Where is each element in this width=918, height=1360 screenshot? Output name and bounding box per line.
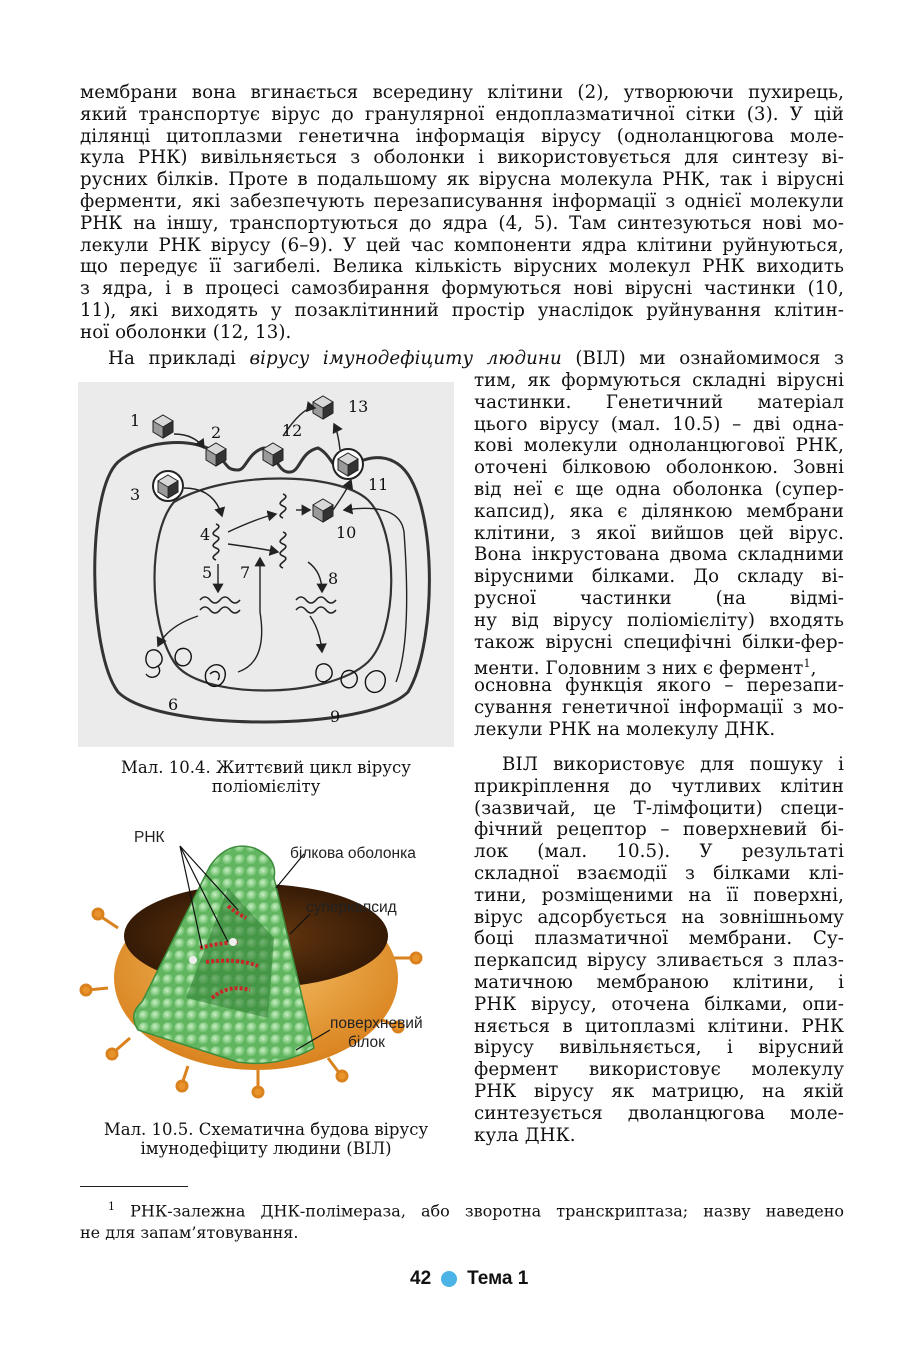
figure-poliovirus-life-cycle [78, 382, 454, 747]
enzyme-dot [229, 938, 237, 946]
text-line: русної частинки (на відмі- [474, 587, 844, 609]
footnote-divider [80, 1186, 188, 1187]
text-line [474, 653, 844, 680]
text-line: вірусними білками. До складу ві- [474, 566, 844, 588]
footnote [80, 1196, 844, 1244]
text-line: кові молекули одноланцюгової РНК, [474, 435, 844, 457]
text-line: ділянці цитоплазми генетична інформація вірусу (одноланцюгова моле- [80, 125, 844, 147]
body-paragraph-vil-intro [80, 348, 844, 370]
text-line: ферменти, які забезпечують перезаписування інформації з однієї молекули [80, 190, 844, 212]
text-line: мембрани вона вгинається всередину клітини (2), утворюючи пухирець, [80, 82, 844, 103]
text-line: фічний рецептор – поверхневий бі- [474, 819, 844, 841]
step-number: 6 [168, 695, 179, 714]
text-line: РНК вірусу, оточена білками, опи- [474, 993, 844, 1015]
text-line: 11), які виходять у позаклітинний простір унаслідок руйнування клітин- [80, 299, 844, 321]
step-number: 12 [282, 421, 303, 440]
life-cycle-diagram [78, 382, 454, 747]
text-line: також вірусні специфічні білки-фер- [474, 631, 844, 653]
text-line [80, 348, 844, 370]
text-line: ної оболонки (12, 13). [80, 321, 292, 343]
step-number: 7 [240, 563, 251, 582]
text-line: боці плазматичної мембрани. Су- [474, 928, 844, 950]
label-supercapsid: суперкапсид [306, 899, 397, 916]
label-rna: РНК [134, 829, 165, 846]
label-protein-coat: білкова оболонка [290, 845, 416, 862]
text-line: основна функція якого – перезапи- [474, 675, 844, 697]
enzyme-dot [189, 956, 197, 964]
figure-hiv-structure [78, 818, 454, 1108]
text-line: тини, розміщеними на її поверхні, [474, 884, 844, 906]
step-number: 10 [336, 523, 357, 542]
text-line: тим, як формуються складні вірусні [474, 370, 844, 391]
text-line: Вона інкрустована двома складними [474, 544, 844, 566]
text-line: фермент використовує молекулу [474, 1059, 844, 1081]
text-line: (зазвичай, це Т-лімфоцити) специ- [474, 797, 844, 819]
caption-line: Мал. 10.5. Схематична будова вірусу [103, 1120, 429, 1139]
text-line: який транспортує вірус до гранулярної ендоплазматичної сітки (3). У цій [80, 103, 844, 125]
text-line: оточені білковою оболонкою. Зовні [474, 457, 844, 479]
text-line: ВІЛ використовує для пошуку і [502, 754, 844, 775]
page-number: 42 [410, 1268, 432, 1289]
text-line: цього вірусу (мал. 10.5) – дві одна- [474, 413, 844, 435]
italic-term: вірусу імунодефіциту людини [249, 348, 562, 369]
step-number: 4 [200, 525, 211, 544]
figure-caption-1 [78, 758, 454, 796]
caption-line: поліомієліту [211, 777, 321, 796]
text-line: з ядра, і в процесі самозбирання формуються нові вірусні частинки (10, [80, 278, 844, 300]
text-line: частинки. Генетичний матеріал [474, 391, 844, 413]
text-line: няється в цитоплазмі клітини. РНК [474, 1015, 844, 1037]
footnote-text: РНК-залежна ДНК-полімераза, або зворотна транскриптаза; назву наведено [130, 1201, 845, 1221]
text-line: вірусу вивільняється, і вірусний [474, 1037, 844, 1059]
footnote-reference[interactable]: 1 [803, 657, 811, 671]
caption-line: Мал. 10.4. Життєвий цикл вірусу [121, 758, 411, 777]
bullet-dot-icon [441, 1271, 457, 1287]
step-number: 2 [211, 423, 222, 442]
page-footer [410, 1268, 528, 1290]
step-number: 5 [202, 563, 213, 582]
text-line: синтезується дволанцюгова моле- [474, 1102, 844, 1124]
label-surface-protein: білок [348, 1034, 385, 1051]
text-line: русних білків. Проте в подальшому як вірусна молекула РНК, так і вірусні [80, 169, 844, 191]
label-surface-protein: поверхневий [330, 1015, 423, 1032]
text-line: кула РНК) вивільняється з оболонки і використовується для синтезу ві- [80, 147, 844, 169]
section-label: Тема 1 [467, 1268, 529, 1289]
text-line: від неї є ще одна оболонка (супер- [474, 478, 844, 500]
text-line: кула ДНК. [474, 1124, 576, 1146]
text-fragment: менти. Головним з них є фермент [474, 658, 804, 680]
step-number: 9 [330, 707, 341, 726]
text-fragment: На прикладі [108, 348, 250, 369]
text-line: складної взаємодії з білками клі- [474, 862, 844, 884]
text-line: що передує її загибелі. Велика кількість вірусних молекул РНК виходить [80, 256, 844, 278]
text-line: РНК вірусу як матрицю, на якій [474, 1080, 844, 1102]
text-line: капсид), яка є ділянкою мембрани [474, 500, 844, 522]
text-line: прикріплення до чутливих клітин [474, 775, 844, 797]
caption-line: імунодефіциту людини (ВІЛ) [140, 1139, 392, 1158]
text-line: вірус адсорбується на зовнішньому [474, 906, 844, 928]
text-line: лекули РНК на молекулу ДНК. [474, 718, 776, 740]
text-fragment: (ВІЛ) ми ознайомимося з [561, 348, 844, 369]
step-number: 13 [348, 397, 369, 416]
figure-background [78, 382, 454, 747]
footnote-line: не для запам’ятовування. [80, 1223, 299, 1243]
text-line: РНК на іншу, транспортуються до ядра (4, 5). Там синтезуються нові мо- [80, 212, 844, 234]
text-line: лок (мал. 10.5). У результаті [474, 841, 844, 863]
text-line: перкапсид вірусу зливається з плаз- [474, 950, 844, 972]
footnote-mark: 1 [108, 1200, 115, 1213]
text-line: лекули РНК вірусу (6–9). У цей час компоненти ядра клітини руйнуються, [80, 234, 844, 256]
text-line: матичною мембраною клітини, і [474, 971, 844, 993]
text-fragment: , [810, 658, 817, 680]
step-number: 8 [328, 569, 339, 588]
step-number: 1 [130, 411, 141, 430]
figure-caption-2 [78, 1120, 454, 1158]
step-number: 11 [368, 475, 389, 494]
right-column-paragraph-1 [474, 370, 844, 741]
step-number: 3 [130, 485, 141, 504]
right-column-paragraph-2 [474, 754, 844, 1146]
text-line: ну від вірусу поліомієліту) входять [474, 609, 844, 631]
body-paragraph-top [80, 82, 844, 344]
text-line: сування генетичної інформації з мо- [474, 696, 844, 718]
footnote-line [80, 1196, 844, 1222]
text-line: клітини, з якої вийшов цей вірус. [474, 522, 844, 544]
hiv-diagram [78, 818, 454, 1108]
